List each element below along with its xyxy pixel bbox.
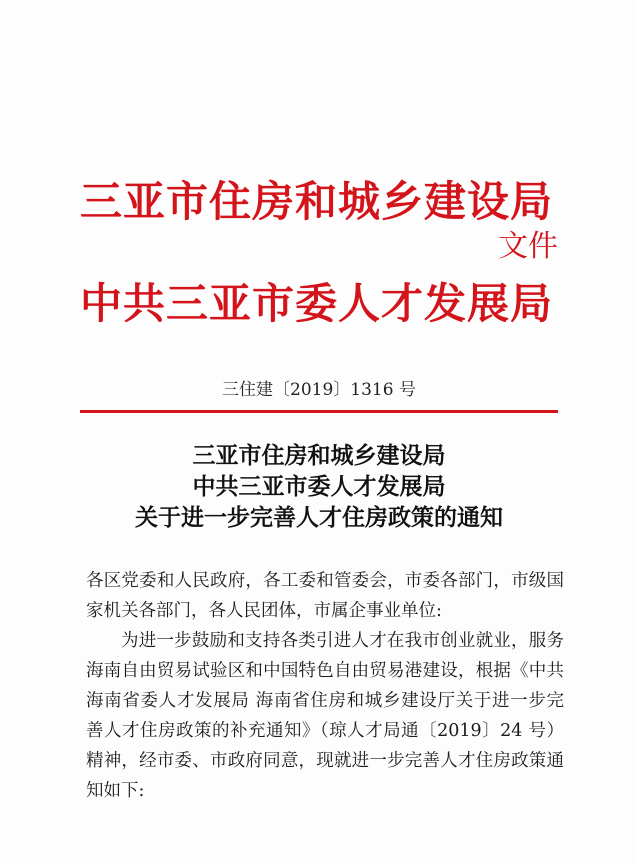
title-line-3: 关于进一步完善人才住房政策的通知 <box>135 504 503 531</box>
body-paragraph-1: 为进一步鼓励和支持各类引进人才在我市创业就业，服务海南自由贸易试验区和中国特色自由贸易港建设，根据《中共海南省委人才发展局 海南省住房和城乡建设厅关于进一步完善人才住房政策的补充通知》（琼人才局通〔2019〕24 号）精神，经市委、市政府同意，现就进一步完善人才住房政策通知如下: <box>86 631 564 801</box>
document-body <box>86 566 564 806</box>
issuer-name-talent-bureau: 中共三亚市委人才发展局 <box>80 279 554 328</box>
document-number: 三住建〔2019〕1316 号 <box>222 380 416 400</box>
issuer-name-housing-bureau: 三亚市住房和城乡建设局 <box>80 177 554 226</box>
document-suffix: 文件 <box>498 229 558 264</box>
document-title <box>0 440 638 533</box>
red-separator-line <box>80 410 558 413</box>
addressees-paragraph: 各区党委和人民政府，各工委和管委会，市委各部门，市级国家机关各部门，各人民团体，市属企事业单位: <box>86 571 564 621</box>
title-line-1: 三亚市住房和城乡建设局 <box>192 442 446 469</box>
title-line-2: 中共三亚市委人才发展局 <box>192 473 446 500</box>
